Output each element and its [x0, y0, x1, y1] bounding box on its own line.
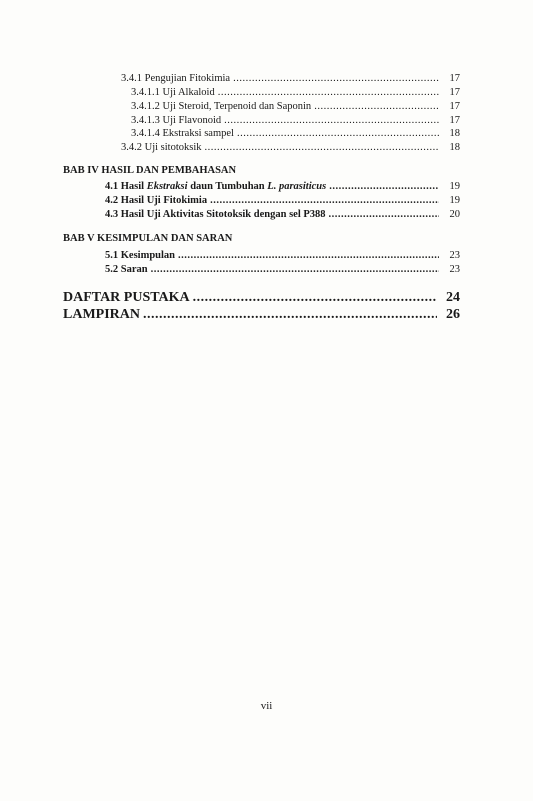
toc-entry: [131, 127, 460, 140]
toc-entry-page: 19: [449, 181, 460, 192]
toc-entry-label: 3.4.1.3 Uji Flavonoid: [131, 115, 222, 126]
toc-entry: [131, 86, 460, 99]
toc-entry-page: 18: [449, 142, 460, 153]
toc-entry-page: 17: [449, 101, 460, 112]
page-number: vii: [260, 700, 273, 712]
toc-entry-label: 3.4.1.4 Ekstraksi sampel: [131, 128, 234, 139]
toc-entry-daftar-pustaka: [63, 289, 460, 306]
leader-dots: [151, 263, 439, 276]
toc-entry-page: 26: [446, 307, 460, 322]
toc-entry-page: 18: [449, 128, 460, 139]
leader-dots: [237, 127, 439, 140]
toc-entry: [105, 194, 460, 207]
leader-dots: [205, 141, 439, 154]
toc-entry: [131, 100, 460, 113]
toc-entry: [105, 208, 460, 221]
toc-entry-label: 5.2 Saran: [105, 264, 148, 275]
toc-entry-label: 3.4.1.2 Uji Steroid, Terpenoid dan Saponin: [131, 101, 312, 112]
leader-dots: [329, 180, 439, 193]
toc-entry-label: DAFTAR PUSTAKA: [63, 290, 190, 305]
toc-entry: [121, 72, 460, 85]
toc-entry-page: 19: [449, 195, 460, 206]
toc-entry-page: 24: [446, 290, 460, 305]
leader-dots: [193, 289, 437, 306]
toc-entry-page: 20: [449, 209, 460, 220]
leader-dots: [314, 100, 439, 113]
toc-entry: [131, 114, 460, 127]
leader-dots: [329, 208, 439, 221]
toc-entry: [105, 249, 460, 262]
toc-entry: [105, 180, 460, 193]
leader-dots: [143, 306, 437, 323]
leader-dots: [233, 72, 439, 85]
toc-entry-label: 3.4.1.1 Uji Alkaloid: [131, 87, 215, 98]
toc-entry-page: 17: [449, 87, 460, 98]
leader-dots: [178, 249, 439, 262]
toc-entry-label: 4.1 Hasil Ekstraksi daun Tumbuhan L. parasiticus: [105, 181, 327, 192]
toc-entry-label: LAMPIRAN: [63, 307, 140, 322]
toc-entry-page: 17: [449, 73, 460, 84]
chapter-heading: BAB V KESIMPULAN DAN SARAN: [63, 233, 233, 244]
leader-dots: [224, 114, 439, 127]
leader-dots: [210, 194, 439, 207]
chapter-heading: BAB IV HASIL DAN PEMBAHASAN: [63, 165, 237, 176]
toc-entry-label: 4.3 Hasil Uji Aktivitas Sitotoksik dengan sel P388: [105, 209, 326, 220]
toc-entry-page: 23: [449, 250, 460, 261]
toc-entry-label: 4.2 Hasil Uji Fitokimia: [105, 195, 208, 206]
toc-entry: [121, 141, 460, 154]
toc-entry: [105, 263, 460, 276]
toc-entry-label: 5.1 Kesimpulan: [105, 250, 176, 261]
toc-entry-page: 17: [449, 115, 460, 126]
leader-dots: [218, 86, 439, 99]
toc-entry-label: 3.4.2 Uji sitotoksik: [121, 142, 202, 153]
toc-entry-lampiran: [63, 306, 460, 323]
toc-entry-label: 3.4.1 Pengujian Fitokimia: [121, 73, 231, 84]
toc-entry-page: 23: [449, 264, 460, 275]
